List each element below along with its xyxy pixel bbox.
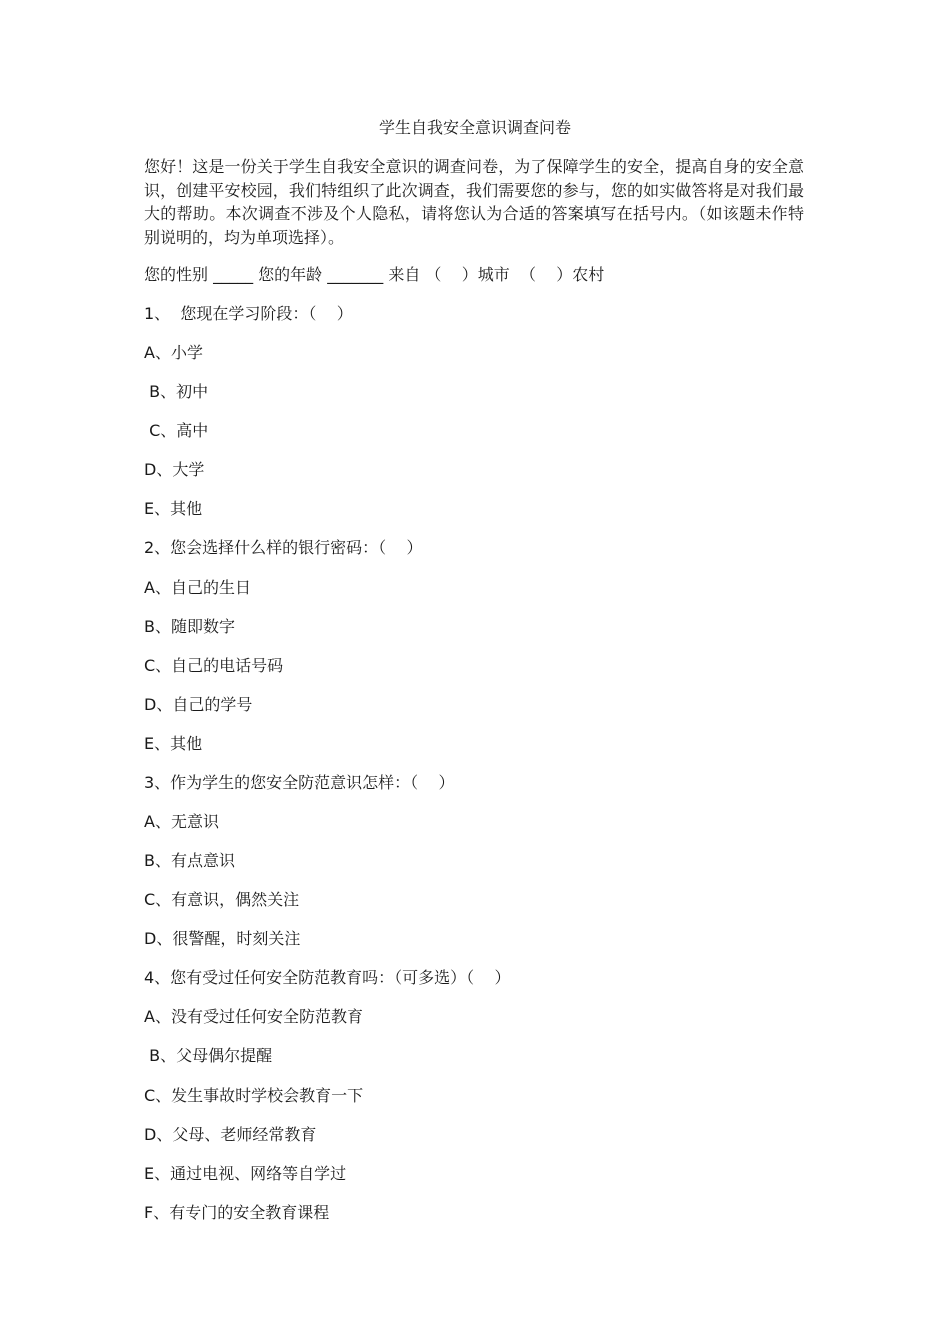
question-4-option-a: A、没有受过任何安全防范教育 [144,1007,363,1026]
question-2-option-d: D、自己的学号 [144,695,253,714]
question-1-option-c: C、高中 [144,421,209,440]
question-4-option-e: E、通过电视、网络等自学过 [144,1164,347,1183]
question-3-option-a: A、无意识 [144,812,219,831]
question-3-option-d: D、很警醒，时刻关注 [144,929,301,948]
question-4: 4、您有受过任何安全防范教育吗：（可多选）（ ） [144,968,511,987]
question-4-option-f: F、有专门的安全教育课程 [144,1203,330,1222]
question-3-option-c: C、有意识，偶然关注 [144,890,300,909]
question-2-option-b: B、随即数字 [144,617,235,636]
question-3: 3、作为学生的您安全防范意识怎样：（ ） [144,773,455,792]
intro-paragraph: 您好！这是一份关于学生自我安全意识的调查问卷，为了保障学生的安全，提高自身的安全意识，创建平安校园，我们特组织了此次调查，我们需要您的参与，您的如实做答将是对我们最大的帮助。本次调查不涉及个人隐私，请将您认为合适的答案填写在括号内。（如该题未作特别说明的，均为单项选择）。 [144,157,804,247]
question-4-option-c: C、发生事故时学校会教育一下 [144,1086,364,1105]
question-1-option-a: A、小学 [144,343,203,362]
question-1-option-b: B、初中 [144,382,209,401]
question-1-option-d: D、大学 [144,460,205,479]
document-title: 学生自我安全意识调查问卷 [378,118,571,137]
question-1: 1、 您现在学习阶段：（ ） [144,304,353,323]
question-2-option-a: A、自己的生日 [144,578,251,597]
question-2-option-c: C、自己的电话号码 [144,656,284,675]
question-3-option-b: B、有点意识 [144,851,235,870]
question-4-option-b: B、父母偶尔提醒 [144,1046,273,1065]
question-1-option-e: E、其他 [144,499,203,518]
respondent-info-line: 您的性别 _____ 您的年龄 _______ 来自 （ ）城市 （ ）农村 [144,265,605,284]
question-2: 2、您会选择什么样的银行密码：（ ） [144,538,423,557]
question-4-option-d: D、父母、老师经常教育 [144,1125,317,1144]
question-2-option-e: E、其他 [144,734,203,753]
